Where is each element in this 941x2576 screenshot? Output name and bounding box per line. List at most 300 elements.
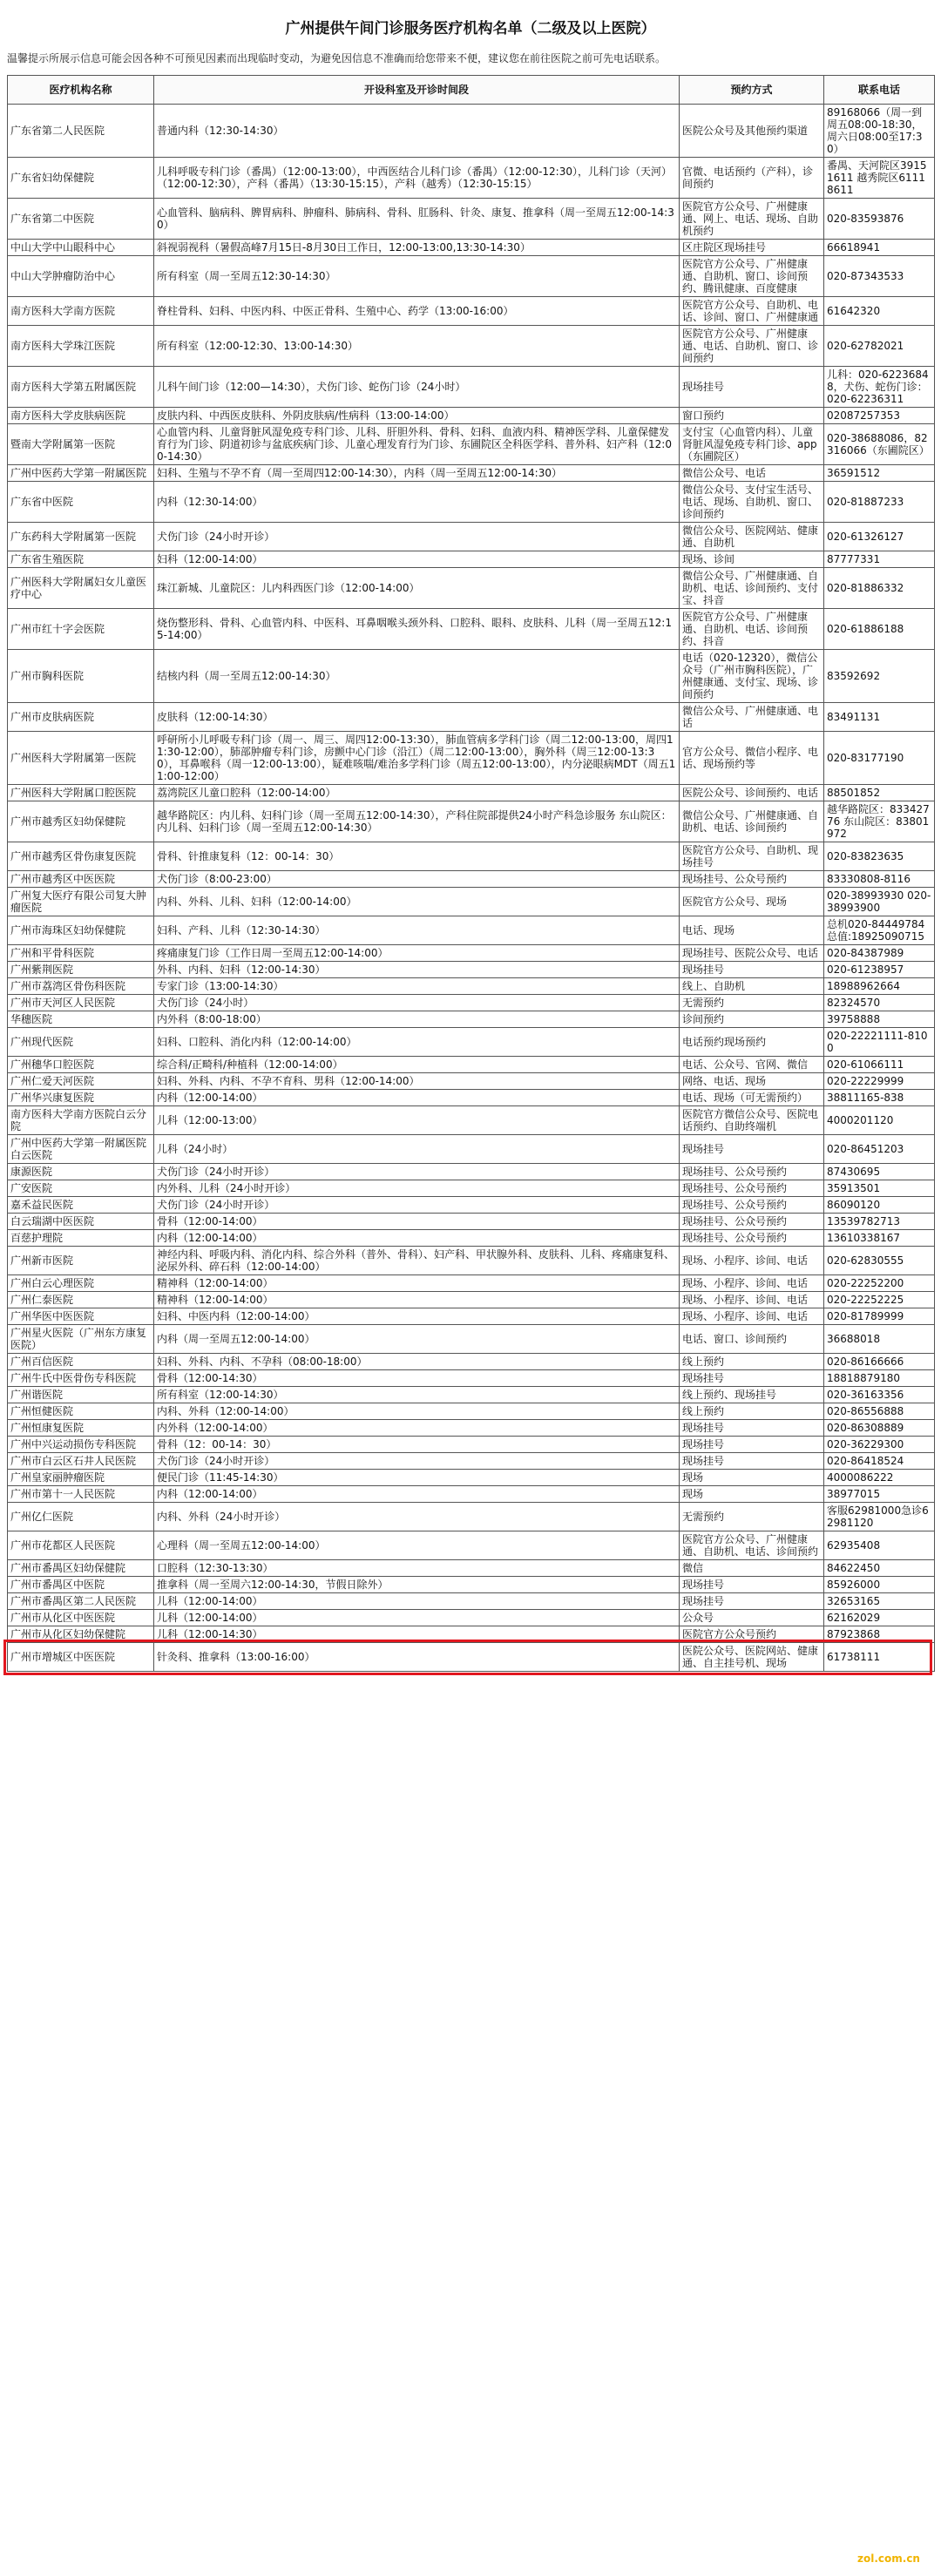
cell-hospital-name: 广州医科大学附属口腔医院	[8, 785, 154, 801]
cell-phone: 36688018	[824, 1325, 935, 1354]
cell-booking-method: 现场挂号、公众号预约	[680, 871, 824, 888]
header-hospital-name: 医疗机构名称	[8, 76, 154, 105]
cell-hospital-name: 广州市从化区中医医院	[8, 1610, 154, 1626]
cell-booking-method: 微信公众号、广州健康通、自助机、电话、诊间预约、支付宝、抖音	[680, 568, 824, 609]
table-row	[8, 1164, 935, 1180]
cell-phone: 02087257353	[824, 408, 935, 424]
cell-phone: 020-62830555	[824, 1247, 935, 1275]
table-row	[8, 367, 935, 408]
cell-booking-method: 医院官方公众号、自助机、电话、诊间、窗口、广州健康通	[680, 297, 824, 326]
cell-booking-method: 现场挂号	[680, 1437, 824, 1453]
cell-departments-hours: 儿科（12:00-14:00）	[154, 1610, 680, 1626]
cell-phone: 18988962664	[824, 978, 935, 995]
cell-booking-method: 电话、现场（可无需预约）	[680, 1090, 824, 1106]
cell-booking-method: 无需预约	[680, 995, 824, 1011]
table-row	[8, 801, 935, 842]
cell-departments-hours: 妇科、中医内科（12:00-14:00）	[154, 1308, 680, 1325]
cell-hospital-name: 广州谐医院	[8, 1387, 154, 1403]
cell-booking-method: 线上预约	[680, 1403, 824, 1420]
cell-phone: 13610338167	[824, 1230, 935, 1247]
cell-departments-hours: 内科、外科、儿科、妇科（12:00-14:00）	[154, 888, 680, 916]
highlight-box	[3, 1640, 932, 1675]
cell-phone: 13539782713	[824, 1214, 935, 1230]
table-row	[8, 1028, 935, 1057]
watermark-logo: zol.com.cn	[857, 2552, 920, 2565]
cell-booking-method: 现场	[680, 1486, 824, 1503]
cell-departments-hours: 呼研所小儿呼吸专科门诊（周一、周三、周四12:00-13:30），肺血管病多学科门诊（周二12:00-13:00，周四11:30-12:00），肺部肿瘤专科门诊，房颤中心门诊（沿江）（周二12:00-13:00），胸外科（周三12:00-13:30），耳鼻喉科（周一12:00-13:00），疑难咳喘/难治多学科门诊（周五12:00-13:00），内分泌眼病MDT（周五11:00-12:00）	[154, 732, 680, 785]
page-title: 广州提供午间门诊服务医疗机构名单（二级及以上医院）	[285, 20, 656, 37]
cell-booking-method: 现场挂号	[680, 962, 824, 978]
cell-departments-hours: 皮肤内科、中西医皮肤科、外阴皮肤病/性病科（13:00-14:00）	[154, 408, 680, 424]
cell-phone: 020-38993930 020-38993900	[824, 888, 935, 916]
cell-hospital-name: 百慈护理院	[8, 1230, 154, 1247]
cell-booking-method: 现场挂号	[680, 1453, 824, 1470]
cell-phone: 020-83593876	[824, 199, 935, 240]
table-row	[8, 1057, 935, 1073]
table-row	[8, 995, 935, 1011]
cell-hospital-name: 广州白云心理医院	[8, 1275, 154, 1292]
table-row	[8, 1135, 935, 1164]
cell-departments-hours: 儿科（12:00-14:00）	[154, 1593, 680, 1610]
cell-hospital-name: 嘉禾益民医院	[8, 1197, 154, 1214]
cell-booking-method: 微信公众号、电话	[680, 465, 824, 482]
cell-booking-method: 现场、小程序、诊间、电话	[680, 1247, 824, 1275]
cell-booking-method: 电话（020-12320），微信公众号（广州市胸科医院），广州健康通、支付宝、现场、诊间预约	[680, 650, 824, 703]
cell-booking-method: 医院官方公众号、广州健康通、自助机、电话、诊间预约	[680, 1531, 824, 1560]
cell-departments-hours: 所有科室（周一至周五12:30-14:30）	[154, 256, 680, 297]
table-row	[8, 1577, 935, 1593]
cell-booking-method: 现场、小程序、诊间、电话	[680, 1292, 824, 1308]
table-row	[8, 1560, 935, 1577]
cell-phone: 83592692	[824, 650, 935, 703]
header-departments-hours: 开设科室及开诊时间段	[154, 76, 680, 105]
cell-hospital-name: 广州紫荆医院	[8, 962, 154, 978]
cell-phone: 020-61886188	[824, 609, 935, 650]
cell-phone: 88501852	[824, 785, 935, 801]
cell-booking-method: 无需预约	[680, 1503, 824, 1531]
table-row	[8, 1610, 935, 1626]
cell-booking-method: 现场挂号、公众号预约	[680, 1197, 824, 1214]
cell-phone: 番禺、天河院区39151611 越秀院区61118611	[824, 158, 935, 199]
cell-hospital-name: 广州市花都区人民医院	[8, 1531, 154, 1560]
cell-departments-hours: 犬伤门诊（24小时开诊）	[154, 523, 680, 551]
table-row	[8, 1486, 935, 1503]
cell-departments-hours: 所有科室（12:00-14:30）	[154, 1387, 680, 1403]
cell-booking-method: 微信	[680, 1560, 824, 1577]
cell-departments-hours: 结核内科（周一至周五12:00-14:30）	[154, 650, 680, 703]
cell-phone: 020-86451203	[824, 1135, 935, 1164]
cell-departments-hours: 推拿科（周一至周六12:00-14:30，节假日除外）	[154, 1577, 680, 1593]
table-row	[8, 568, 935, 609]
cell-booking-method: 现场挂号	[680, 1577, 824, 1593]
cell-phone: 62162029	[824, 1610, 935, 1626]
table-row	[8, 1197, 935, 1214]
cell-phone: 客服62981000急诊62981120	[824, 1503, 935, 1531]
cell-hospital-name: 白云瑞湖中医医院	[8, 1214, 154, 1230]
cell-hospital-name: 南方医科大学皮肤病医院	[8, 408, 154, 424]
cell-booking-method: 网络、电话、现场	[680, 1073, 824, 1090]
cell-hospital-name: 广州市番禺区第二人民医院	[8, 1593, 154, 1610]
cell-phone: 020-81886332	[824, 568, 935, 609]
cell-phone: 020-86308889	[824, 1420, 935, 1437]
table-row	[8, 703, 935, 732]
cell-hospital-name: 广东省中医院	[8, 482, 154, 523]
cell-phone: 85926000	[824, 1577, 935, 1593]
cell-phone: 020-36229300	[824, 1437, 935, 1453]
table-row	[8, 1503, 935, 1531]
cell-hospital-name: 广东省妇幼保健院	[8, 158, 154, 199]
cell-phone: 18818879180	[824, 1370, 935, 1387]
cell-booking-method: 支付宝（心血管内科）、儿童肾脏风湿免疫专科门诊、app（东圃院区）	[680, 424, 824, 465]
cell-phone: 020-83177190	[824, 732, 935, 785]
cell-hospital-name: 广州中医药大学第一附属医院白云医院	[8, 1135, 154, 1164]
cell-departments-hours: 综合科/正畸科/种植科（12:00-14:00）	[154, 1057, 680, 1073]
cell-booking-method: 现场、小程序、诊间、电话	[680, 1308, 824, 1325]
cell-phone: 020-22252200	[824, 1275, 935, 1292]
table-row	[8, 1308, 935, 1325]
cell-booking-method: 微信公众号、支付宝生活号、电话、现场、自助机、窗口、诊间预约	[680, 482, 824, 523]
cell-phone: 83330808-8116	[824, 871, 935, 888]
cell-hospital-name: 中山大学中山眼科中心	[8, 240, 154, 256]
cell-phone: 62935408	[824, 1531, 935, 1560]
cell-booking-method: 官方公众号、微信小程序、电话、现场预约等	[680, 732, 824, 785]
cell-phone: 020-22221111-8100	[824, 1028, 935, 1057]
cell-booking-method: 诊间预约	[680, 1011, 824, 1028]
cell-hospital-name: 广州市越秀区骨伤康复医院	[8, 842, 154, 871]
cell-phone: 020-81887233	[824, 482, 935, 523]
table-row	[8, 962, 935, 978]
cell-departments-hours: 儿科（24小时）	[154, 1135, 680, 1164]
cell-departments-hours: 妇科、外科、内科、不孕科（08:00-18:00）	[154, 1354, 680, 1370]
table-row	[8, 1090, 935, 1106]
cell-hospital-name: 广州中医药大学第一附属医院	[8, 465, 154, 482]
cell-booking-method: 医院官方公众号、广州健康通、电话、自助机、窗口、诊间预约	[680, 326, 824, 367]
table-row	[8, 871, 935, 888]
cell-hospital-name: 广州现代医院	[8, 1028, 154, 1057]
cell-phone: 61738111	[824, 1643, 935, 1672]
cell-departments-hours: 斜视弱视科（暑假高峰7月15日-8月30日工作日，12:00-13:00,13:30-14:30）	[154, 240, 680, 256]
table-row	[8, 609, 935, 650]
cell-phone: 020-86556888	[824, 1403, 935, 1420]
cell-departments-hours: 普通内科（12:30-14:30）	[154, 105, 680, 158]
table-row	[8, 1275, 935, 1292]
cell-departments-hours: 儿科午间门诊（12:00—14:30），犬伤门诊、蛇伤门诊（24小时）	[154, 367, 680, 408]
cell-departments-hours: 犬伤门诊（24小时开诊）	[154, 1197, 680, 1214]
cell-departments-hours: 骨科（12：00-14：30）	[154, 1437, 680, 1453]
table-row	[8, 523, 935, 551]
cell-departments-hours: 心理科（周一至周五12:00-14:00）	[154, 1531, 680, 1560]
table-row	[8, 1325, 935, 1354]
cell-hospital-name: 广州恒康复医院	[8, 1420, 154, 1437]
cell-departments-hours: 珠江新城、儿童院区：儿内科西医门诊（12:00-14:00）	[154, 568, 680, 609]
table-row	[8, 199, 935, 240]
cell-hospital-name: 广州亿仁医院	[8, 1503, 154, 1531]
cell-booking-method: 现场挂号	[680, 1420, 824, 1437]
header-booking-method: 预约方式	[680, 76, 824, 105]
cell-phone: 020-61326127	[824, 523, 935, 551]
cell-phone: 39758888	[824, 1011, 935, 1028]
cell-hospital-name: 广州仁爱天河医院	[8, 1073, 154, 1090]
cell-phone: 35913501	[824, 1180, 935, 1197]
cell-hospital-name: 广州穗华口腔医院	[8, 1057, 154, 1073]
table-row	[8, 256, 935, 297]
cell-hospital-name: 广州恒健医院	[8, 1403, 154, 1420]
table-row	[8, 105, 935, 158]
cell-phone: 4000201120	[824, 1106, 935, 1135]
cell-departments-hours: 烧伤整形科、骨科、心血管内科、中医科、耳鼻咽喉头颈外科、口腔科、眼科、皮肤科、儿科（周一至周五12:15-14:00）	[154, 609, 680, 650]
cell-booking-method: 医院官方公众号、广州健康通、自助机、窗口、诊间预约、腾讯健康、百度健康	[680, 256, 824, 297]
cell-phone: 83491131	[824, 703, 935, 732]
cell-phone: 020-36163356	[824, 1387, 935, 1403]
notice-text: 温馨提示所展示信息可能会因各种不可预见因素而出现临时变动，为避免因信息不准确而给您带来不便，建议您在前往医院之前可先电话联系。	[7, 52, 667, 64]
table-row	[8, 732, 935, 785]
cell-phone: 4000086222	[824, 1470, 935, 1486]
cell-hospital-name: 广东省第二中医院	[8, 199, 154, 240]
table-row	[8, 1073, 935, 1090]
cell-phone: 87777331	[824, 551, 935, 568]
table-row	[8, 945, 935, 962]
table-row	[8, 1214, 935, 1230]
cell-booking-method: 现场挂号	[680, 1370, 824, 1387]
cell-phone: 020-22252225	[824, 1292, 935, 1308]
cell-booking-method: 电话、现场	[680, 916, 824, 945]
cell-hospital-name: 广州市第十一人民医院	[8, 1486, 154, 1503]
cell-departments-hours: 妇科（12:00-14:00）	[154, 551, 680, 568]
cell-phone: 020-61238957	[824, 962, 935, 978]
cell-departments-hours: 内科（12:00-14:00）	[154, 1486, 680, 1503]
cell-departments-hours: 精神科（12:00-14:00）	[154, 1292, 680, 1308]
cell-phone: 89168066（周一到周五08:00-18:30，周六日08:00至17:30）	[824, 105, 935, 158]
cell-booking-method: 医院官方公众号、广州健康通、网上、电话、现场、自助机预约	[680, 199, 824, 240]
cell-hospital-name: 广州华医中医医院	[8, 1308, 154, 1325]
cell-phone: 87430695	[824, 1164, 935, 1180]
cell-booking-method: 医院官方公众号、广州健康通、自助机、电话、诊间预约、抖音	[680, 609, 824, 650]
table-row	[8, 424, 935, 465]
table-row	[8, 465, 935, 482]
cell-booking-method: 现场、小程序、诊间、电话	[680, 1275, 824, 1292]
cell-booking-method: 现场挂号、公众号预约	[680, 1230, 824, 1247]
cell-phone: 38977015	[824, 1486, 935, 1503]
cell-phone: 38811165-838	[824, 1090, 935, 1106]
cell-hospital-name: 广东省生殖医院	[8, 551, 154, 568]
cell-phone: 020-83823635	[824, 842, 935, 871]
cell-phone: 总机020-84449784 总值:18925090715	[824, 916, 935, 945]
cell-departments-hours: 口腔科（12:30-13:30）	[154, 1560, 680, 1577]
cell-hospital-name: 广州百信医院	[8, 1354, 154, 1370]
cell-departments-hours: 骨科（12:00-14:00）	[154, 1214, 680, 1230]
cell-departments-hours: 骨科（12:00-14:30）	[154, 1370, 680, 1387]
cell-hospital-name: 南方医科大学南方医院	[8, 297, 154, 326]
cell-hospital-name: 广州市增城区中医医院	[8, 1643, 154, 1672]
cell-hospital-name: 广东药科大学附属第一医院	[8, 523, 154, 551]
table-row	[8, 1230, 935, 1247]
cell-hospital-name: 广州牛氏中医骨伤专科医院	[8, 1370, 154, 1387]
cell-phone: 82324570	[824, 995, 935, 1011]
cell-booking-method: 医院官方微信公众号、医院电话预约、自助终端机	[680, 1106, 824, 1135]
cell-booking-method: 医院官方公众号、现场	[680, 888, 824, 916]
cell-departments-hours: 越华路院区：内儿科、妇科门诊（周一至周五12:00-14:30），产科住院部提供24小时产科急诊服务 东山院区：内儿科、妇科门诊（周一至周五12:00-14:30）	[154, 801, 680, 842]
cell-departments-hours: 妇科、生殖与不孕不育（周一至周四12:00-14:30），内科（周一至周五12:00-14:30）	[154, 465, 680, 482]
cell-hospital-name: 广州复大医疗有限公司复大肿瘤医院	[8, 888, 154, 916]
table-row	[8, 1470, 935, 1486]
cell-departments-hours: 便民门诊（11:45-14:30）	[154, 1470, 680, 1486]
table-row	[8, 158, 935, 199]
table-row	[8, 1106, 935, 1135]
cell-departments-hours: 针灸科、推拿科（13:00-16:00）	[154, 1643, 680, 1672]
cell-hospital-name: 广州市白云区石井人民医院	[8, 1453, 154, 1470]
cell-booking-method: 线上预约、现场挂号	[680, 1387, 824, 1403]
cell-booking-method: 医院公众号、医院网站、健康通、自主挂号机、现场	[680, 1643, 824, 1672]
table-row	[8, 1387, 935, 1403]
table-row	[8, 1180, 935, 1197]
hospital-table	[7, 75, 935, 1672]
cell-departments-hours: 内科（12:00-14:00）	[154, 1230, 680, 1247]
table-row	[8, 1403, 935, 1420]
cell-booking-method: 现场挂号、医院公众号、电话	[680, 945, 824, 962]
cell-hospital-name: 广州医科大学附属妇女儿童医疗中心	[8, 568, 154, 609]
table-row	[8, 1420, 935, 1437]
cell-phone: 32653165	[824, 1593, 935, 1610]
cell-booking-method: 官微、电话预约（产科），诊间预约	[680, 158, 824, 199]
cell-departments-hours: 内外科（8:00-18:00）	[154, 1011, 680, 1028]
cell-departments-hours: 妇科、外科、内科、不孕不育科、男科（12:00-14:00）	[154, 1073, 680, 1090]
cell-booking-method: 区庄院区现场挂号	[680, 240, 824, 256]
cell-phone: 84622450	[824, 1560, 935, 1577]
cell-departments-hours: 内科（12:30-14:00）	[154, 482, 680, 523]
cell-departments-hours: 内外科（12:00-14:00）	[154, 1420, 680, 1437]
table-row	[8, 482, 935, 523]
table-row	[8, 1531, 935, 1560]
cell-departments-hours: 妇科、产科、儿科（12:30-14:30）	[154, 916, 680, 945]
header-phone: 联系电话	[824, 76, 935, 105]
table-row	[8, 650, 935, 703]
cell-phone: 61642320	[824, 297, 935, 326]
cell-booking-method: 窗口预约	[680, 408, 824, 424]
cell-departments-hours: 儿科（12:00-13:00）	[154, 1106, 680, 1135]
cell-hospital-name: 广州仁泰医院	[8, 1292, 154, 1308]
cell-booking-method: 医院官方公众号预约	[680, 1626, 824, 1643]
table-row	[8, 1437, 935, 1453]
cell-hospital-name: 南方医科大学第五附属医院	[8, 367, 154, 408]
cell-departments-hours: 儿科（12:00-14:30）	[154, 1626, 680, 1643]
cell-booking-method: 微信公众号、医院网站、健康通、自助机	[680, 523, 824, 551]
cell-booking-method: 线上预约	[680, 1354, 824, 1370]
cell-hospital-name: 广州市皮肤病医院	[8, 703, 154, 732]
cell-booking-method: 现场挂号、公众号预约	[680, 1214, 824, 1230]
cell-departments-hours: 脊柱骨科、妇科、中医内科、中医正骨科、生殖中心、药学（13:00-16:00）	[154, 297, 680, 326]
cell-hospital-name: 广东省第二人民医院	[8, 105, 154, 158]
cell-departments-hours: 心血管科、脑病科、脾胃病科、肿瘤科、肺病科、骨科、肛肠科、针灸、康复、推拿科（周一至周五12:00-14:30）	[154, 199, 680, 240]
cell-departments-hours: 内外科、儿科（24小时开诊）	[154, 1180, 680, 1197]
cell-booking-method: 现场挂号、公众号预约	[680, 1180, 824, 1197]
table-row	[8, 1593, 935, 1610]
cell-departments-hours: 犬伤门诊（24小时开诊）	[154, 1453, 680, 1470]
table-row	[8, 1370, 935, 1387]
cell-hospital-name: 广州市荔湾区骨伤科医院	[8, 978, 154, 995]
cell-departments-hours: 荔湾院区儿童口腔科（12:00-14:00）	[154, 785, 680, 801]
cell-hospital-name: 康源医院	[8, 1164, 154, 1180]
cell-phone: 020-84387989	[824, 945, 935, 962]
cell-departments-hours: 外科、内科、妇科（12:00-14:30）	[154, 962, 680, 978]
cell-phone: 020-22229999	[824, 1073, 935, 1090]
cell-departments-hours: 精神科（12:00-14:00）	[154, 1275, 680, 1292]
cell-booking-method: 微信公众号、广州健康通、自助机、电话、诊间预约	[680, 801, 824, 842]
cell-phone: 020-87343533	[824, 256, 935, 297]
cell-booking-method: 现场挂号	[680, 367, 824, 408]
cell-departments-hours: 神经内科、呼吸内科、消化内科、综合外科（普外、骨科）、妇产科、甲状腺外科、皮肤科、儿科、疼痛康复科、泌尿外科、碎石科（12:00-14:00）	[154, 1247, 680, 1275]
cell-departments-hours: 专家门诊（13:00-14:30）	[154, 978, 680, 995]
cell-departments-hours: 心血管内科、儿童肾脏风湿免疫专科门诊、儿科、肝胆外科、骨科、妇科、血液内科、精神医学科、儿童保健发育行为门诊、阴道初诊与盆底疾病门诊、儿童心理发育行为门诊、东圃院区全科医学科、普外科、妇产科（12:00-14:30）	[154, 424, 680, 465]
cell-hospital-name: 南方医科大学珠江医院	[8, 326, 154, 367]
cell-booking-method: 医院公众号及其他预约渠道	[680, 105, 824, 158]
cell-phone: 020-86418524	[824, 1453, 935, 1470]
cell-phone: 020-61066111	[824, 1057, 935, 1073]
table-row	[8, 551, 935, 568]
cell-booking-method: 现场挂号、公众号预约	[680, 1164, 824, 1180]
cell-departments-hours: 皮肤科（12:00-14:30）	[154, 703, 680, 732]
cell-hospital-name: 广州星火医院（广州东方康复医院）	[8, 1325, 154, 1354]
table-row	[8, 1247, 935, 1275]
cell-hospital-name: 广州皇家丽肿瘤医院	[8, 1470, 154, 1486]
cell-hospital-name: 广州市越秀区妇幼保健院	[8, 801, 154, 842]
cell-hospital-name: 暨南大学附属第一医院	[8, 424, 154, 465]
cell-hospital-name: 广州市番禺区妇幼保健院	[8, 1560, 154, 1577]
cell-departments-hours: 内科（12:00-14:00）	[154, 1090, 680, 1106]
cell-phone: 86090120	[824, 1197, 935, 1214]
table-row	[8, 240, 935, 256]
cell-departments-hours: 骨科、针推康复科（12：00-14：30）	[154, 842, 680, 871]
cell-departments-hours: 犬伤门诊（24小时开诊）	[154, 1164, 680, 1180]
cell-hospital-name: 广州市红十字会医院	[8, 609, 154, 650]
cell-hospital-name: 广州新市医院	[8, 1247, 154, 1275]
cell-hospital-name: 广州市胸科医院	[8, 650, 154, 703]
cell-hospital-name: 广州市从化区妇幼保健院	[8, 1626, 154, 1643]
cell-hospital-name: 广州市天河区人民医院	[8, 995, 154, 1011]
cell-hospital-name: 中山大学肿瘤防治中心	[8, 256, 154, 297]
cell-booking-method: 医院官方公众号、自助机、现场挂号	[680, 842, 824, 871]
table-row	[8, 408, 935, 424]
cell-phone: 越华路院区：83342776 东山院区：83801972	[824, 801, 935, 842]
cell-booking-method: 公众号	[680, 1610, 824, 1626]
cell-hospital-name: 广州市越秀区中医医院	[8, 871, 154, 888]
cell-hospital-name: 广州市番禺区中医院	[8, 1577, 154, 1593]
table-row	[8, 1453, 935, 1470]
cell-booking-method: 现场	[680, 1470, 824, 1486]
cell-phone: 020-62782021	[824, 326, 935, 367]
cell-phone: 020-86166666	[824, 1354, 935, 1370]
cell-hospital-name: 广州医科大学附属第一医院	[8, 732, 154, 785]
cell-phone: 36591512	[824, 465, 935, 482]
cell-departments-hours: 所有科室（12:00-12:30、13:00-14:30）	[154, 326, 680, 367]
table-row	[8, 297, 935, 326]
cell-booking-method: 现场挂号	[680, 1135, 824, 1164]
cell-hospital-name: 广州中兴运动损伤专科医院	[8, 1437, 154, 1453]
cell-hospital-name: 广州华兴康复医院	[8, 1090, 154, 1106]
cell-hospital-name: 广州市海珠区妇幼保健院	[8, 916, 154, 945]
cell-phone: 66618941	[824, 240, 935, 256]
table-row	[8, 1292, 935, 1308]
table-row	[8, 326, 935, 367]
cell-booking-method: 医院公众号、诊间预约、电话	[680, 785, 824, 801]
cell-hospital-name: 广州和平骨科医院	[8, 945, 154, 962]
table-row	[8, 916, 935, 945]
cell-phone: 020-81789999	[824, 1308, 935, 1325]
table-row	[8, 842, 935, 871]
cell-departments-hours: 妇科、口腔科、消化内科（12:00-14:00）	[154, 1028, 680, 1057]
cell-departments-hours: 犬伤门诊（24小时）	[154, 995, 680, 1011]
cell-departments-hours: 内科（周一至周五12:00-14:00）	[154, 1325, 680, 1354]
cell-departments-hours: 内科、外科（24小时开诊）	[154, 1503, 680, 1531]
